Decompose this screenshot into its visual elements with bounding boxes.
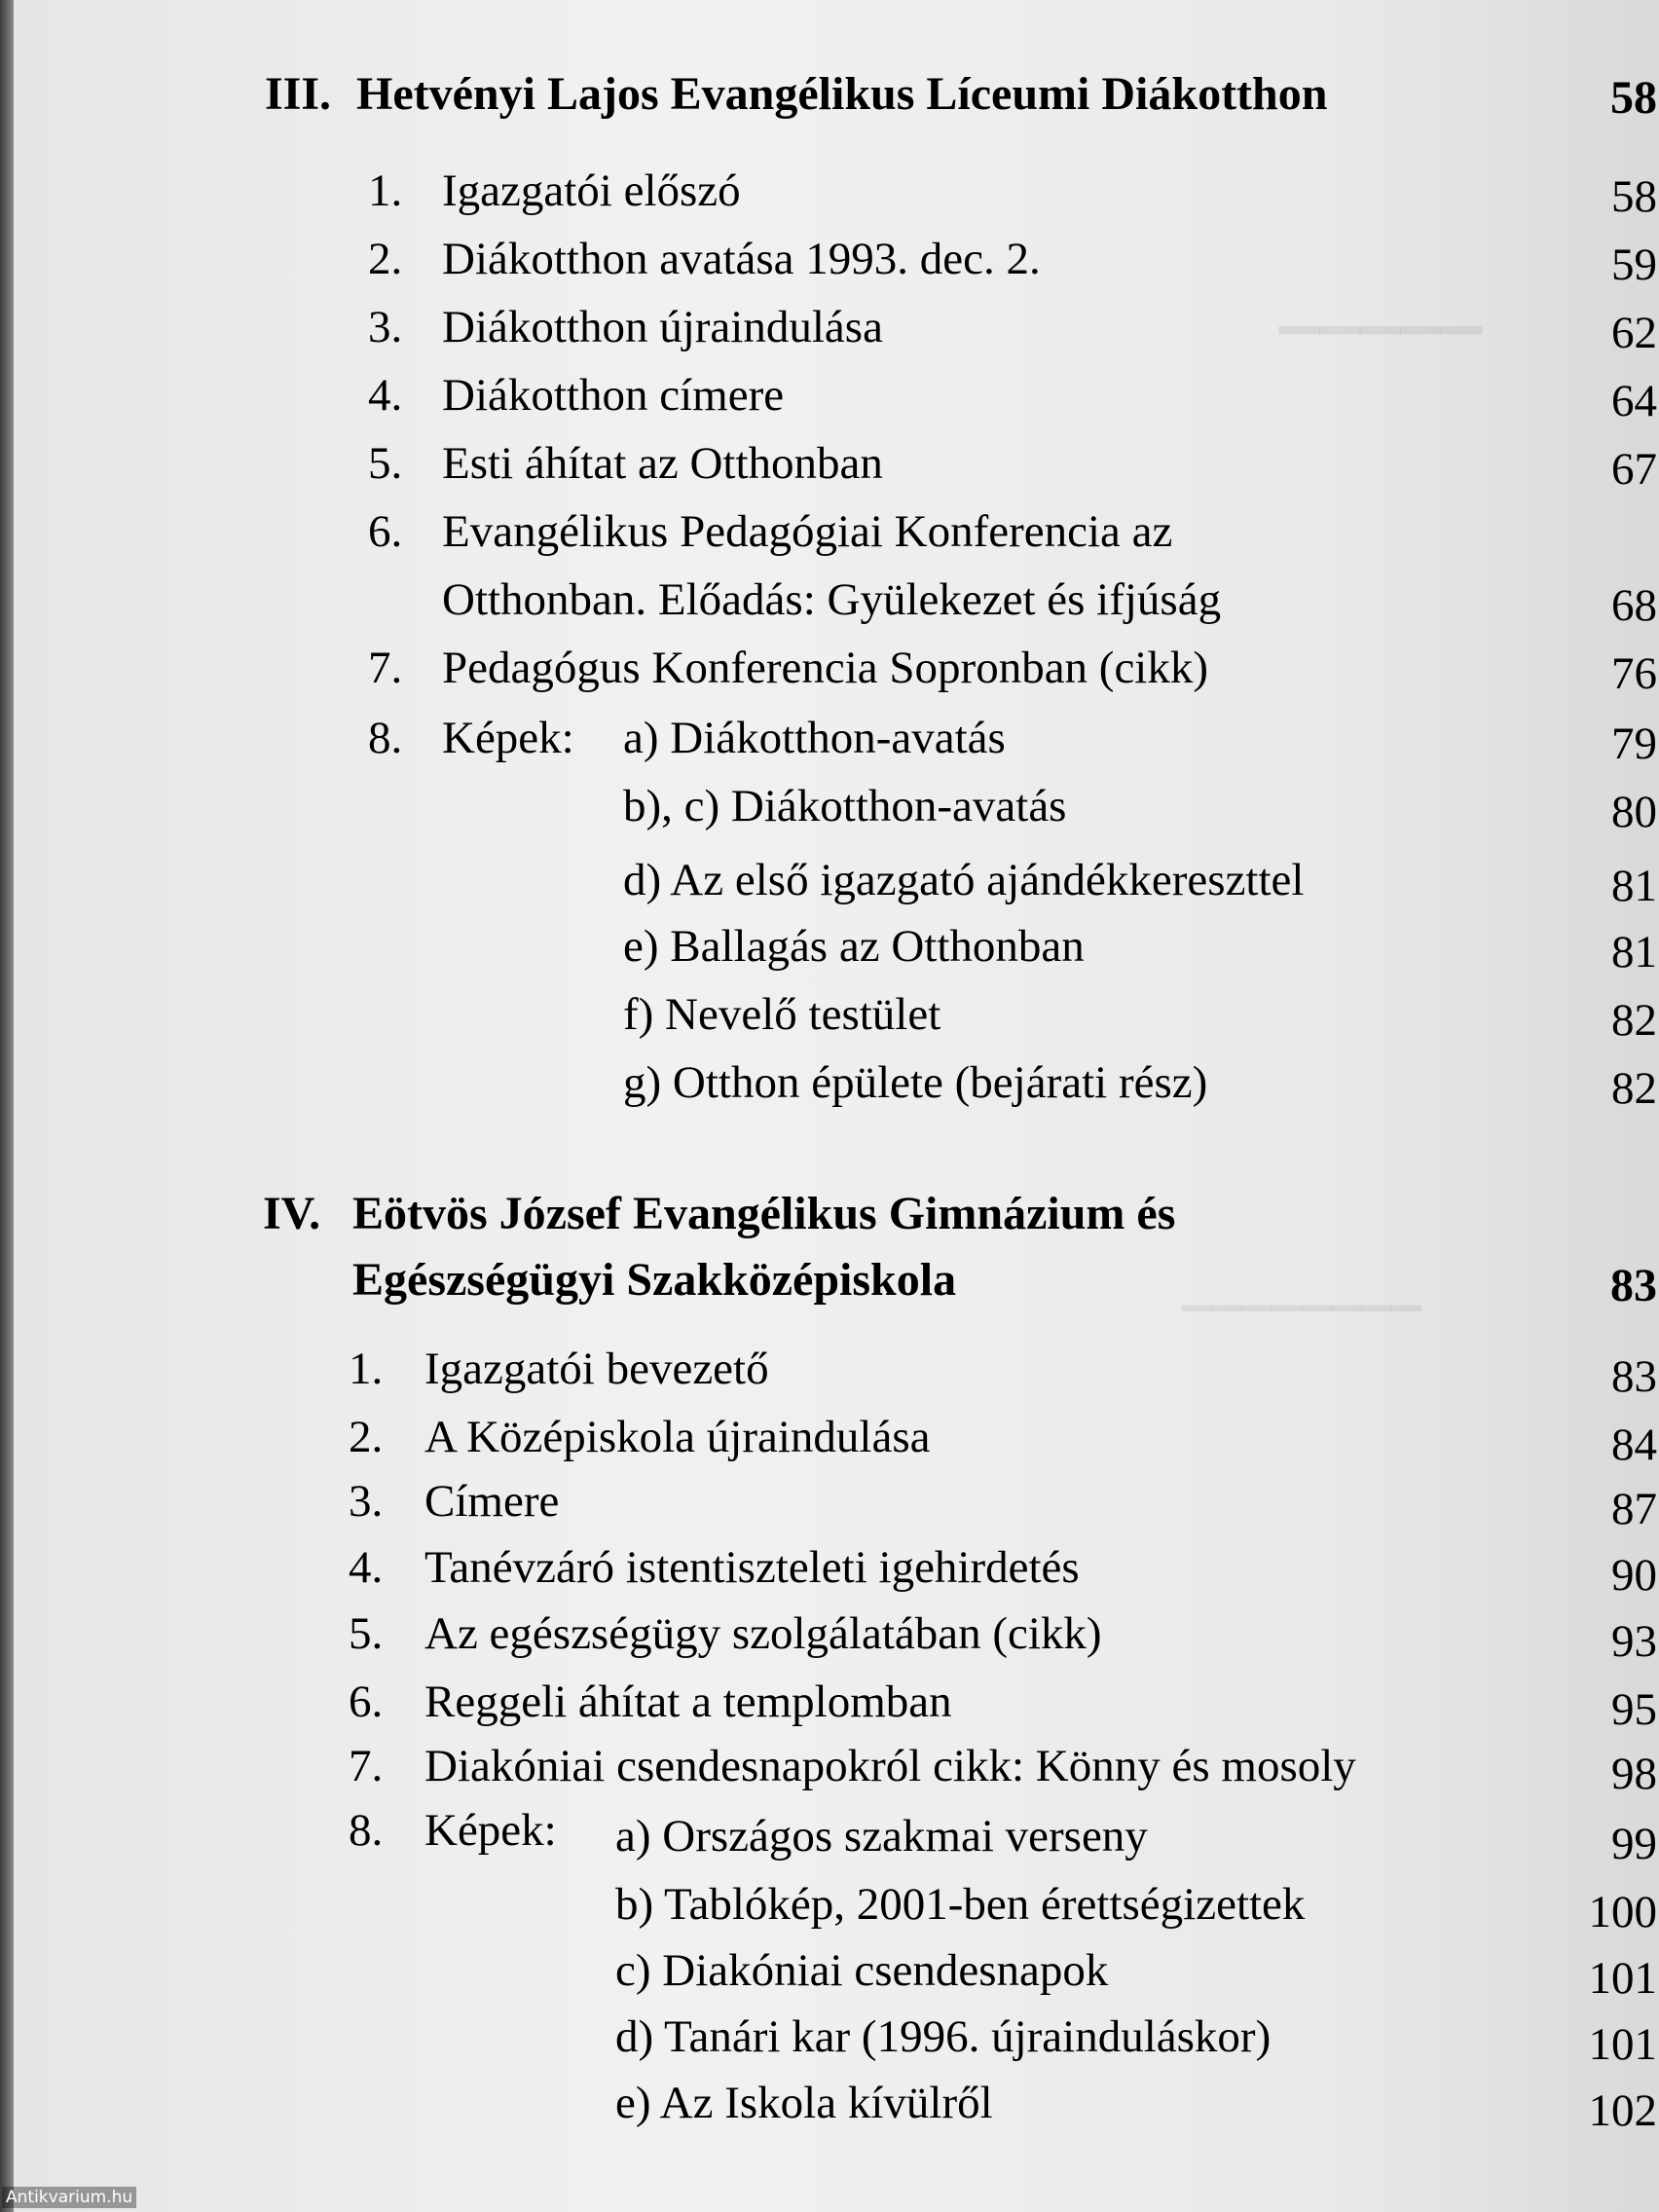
image-entry-page: 101 (1588, 1953, 1657, 2004)
images-label: Képek: (442, 713, 574, 763)
toc-item-title: Címere (424, 1476, 560, 1527)
image-entry: f) Nevelő testület (623, 989, 941, 1040)
bleed-through-texture: ▁▁▁▁▁▁▁▁ (1182, 1267, 1422, 1310)
toc-item-title: Diakóniai csendesnapokról cikk: Könny és mosoly (424, 1741, 1356, 1791)
image-entry: e) Ballagás az Otthonban (623, 921, 1085, 972)
toc-item-page: 68 (1611, 580, 1657, 631)
section-4-title-line1: Eötvös József Evangélikus Gimnázium és (352, 1188, 1176, 1239)
image-entry-page: 81 (1611, 861, 1657, 911)
image-entry: a) Országos szakmai verseny (615, 1811, 1148, 1862)
toc-item-title-cont: Otthonban. Előadás: Gyülekezet és ifjúság (442, 574, 1222, 625)
image-entry-page: 99 (1611, 1819, 1657, 1869)
section-3-page: 58 (1610, 72, 1657, 124)
toc-item-number: 4. (368, 370, 403, 421)
toc-item-page: 87 (1611, 1484, 1657, 1534)
toc-item-number: 1. (349, 1344, 384, 1394)
toc-item-number: 6. (349, 1677, 384, 1727)
image-entry: b) Tablókép, 2001-ben érettségizettek (615, 1879, 1306, 1930)
toc-item-title: Diákotthon újraindulása (442, 302, 883, 352)
image-entry: d) Az első igazgató ajándékkereszttel (623, 855, 1305, 905)
image-entry-page: 100 (1588, 1887, 1657, 1937)
toc-item-number: 3. (368, 302, 403, 352)
toc-item-title: Az egészségügy szolgálatában (cikk) (424, 1608, 1102, 1659)
image-entry-page: 82 (1611, 1063, 1657, 1114)
toc-item-number: 3. (349, 1476, 384, 1527)
toc-item-number: 4. (349, 1542, 384, 1593)
image-entry-page: 80 (1611, 787, 1657, 837)
image-entry-page: 81 (1611, 927, 1657, 977)
section-4-number: IV. (263, 1188, 321, 1239)
toc-item-title: Diákotthon címere (442, 370, 785, 421)
image-entry: b), c) Diákotthon-avatás (623, 781, 1067, 831)
section-3-title: Hetvényi Lajos Evangélikus Líceumi Diákotthon (356, 68, 1328, 120)
toc-item-title: Igazgatói előszó (442, 166, 741, 216)
page-edge-shadow (0, 0, 14, 2212)
toc-item-title: Tanévzáró istentiszteleti igehirdetés (424, 1542, 1080, 1593)
image-entry-page: 79 (1611, 719, 1657, 769)
section-4-page: 83 (1610, 1260, 1657, 1311)
toc-item-page: 83 (1611, 1351, 1657, 1402)
image-entry: a) Diákotthon-avatás (623, 713, 1006, 763)
toc-item-title: Igazgatói bevezető (424, 1344, 769, 1394)
toc-item-title: Reggeli áhítat a templomban (424, 1677, 952, 1727)
image-entry: e) Az Iskola kívülről (615, 2078, 993, 2128)
toc-item-page: 95 (1611, 1684, 1657, 1735)
toc-item-page: 58 (1611, 171, 1657, 222)
toc-item-number: 7. (368, 643, 403, 693)
toc-item-number: 8. (368, 713, 403, 763)
toc-item-page: 93 (1611, 1616, 1657, 1667)
toc-item-number: 2. (368, 234, 403, 284)
image-entry-page: 101 (1588, 2019, 1657, 2070)
images-label: Képek: (424, 1805, 557, 1856)
toc-item-page: 90 (1611, 1550, 1657, 1601)
image-entry: d) Tanári kar (1996. újrainduláskor) (615, 2011, 1272, 2062)
watermark: Antikvarium.hu (2, 2187, 136, 2208)
image-entry: c) Diakóniai csendesnapok (615, 1945, 1109, 1996)
toc-item-page: 76 (1611, 648, 1657, 699)
section-4-title-line2: Egészségügyi Szakközépiskola (352, 1254, 957, 1306)
toc-item-page: 62 (1611, 308, 1657, 358)
toc-item-page: 84 (1611, 1419, 1657, 1470)
toc-item-page: 59 (1611, 240, 1657, 290)
toc-item-title: A Középiskola újraindulása (424, 1412, 931, 1462)
image-entry-page: 82 (1611, 995, 1657, 1046)
bleed-through-texture: ▁▁▁▁▁ (1279, 275, 1482, 333)
image-entry: g) Otthon épülete (bejárati rész) (623, 1057, 1208, 1108)
toc-item-page: 64 (1611, 376, 1657, 426)
toc-item-number: 1. (368, 166, 403, 216)
toc-item-page: 98 (1611, 1749, 1657, 1799)
book-page (14, 0, 1659, 2212)
toc-item-title: Diákotthon avatása 1993. dec. 2. (442, 234, 1041, 284)
toc-item-number: 7. (349, 1741, 384, 1791)
toc-item-number: 6. (368, 506, 403, 557)
toc-item-number: 5. (349, 1608, 384, 1659)
toc-item-number: 2. (349, 1412, 384, 1462)
toc-item-number: 8. (349, 1805, 384, 1856)
image-entry-page: 102 (1588, 2085, 1657, 2136)
toc-item-title: Evangélikus Pedagógiai Konferencia az (442, 506, 1173, 557)
toc-item-page: 67 (1611, 444, 1657, 495)
toc-item-number: 5. (368, 438, 403, 489)
section-3-number: III. (265, 68, 332, 120)
toc-item-title: Esti áhítat az Otthonban (442, 438, 883, 489)
toc-item-title: Pedagógus Konferencia Sopronban (cikk) (442, 643, 1209, 693)
